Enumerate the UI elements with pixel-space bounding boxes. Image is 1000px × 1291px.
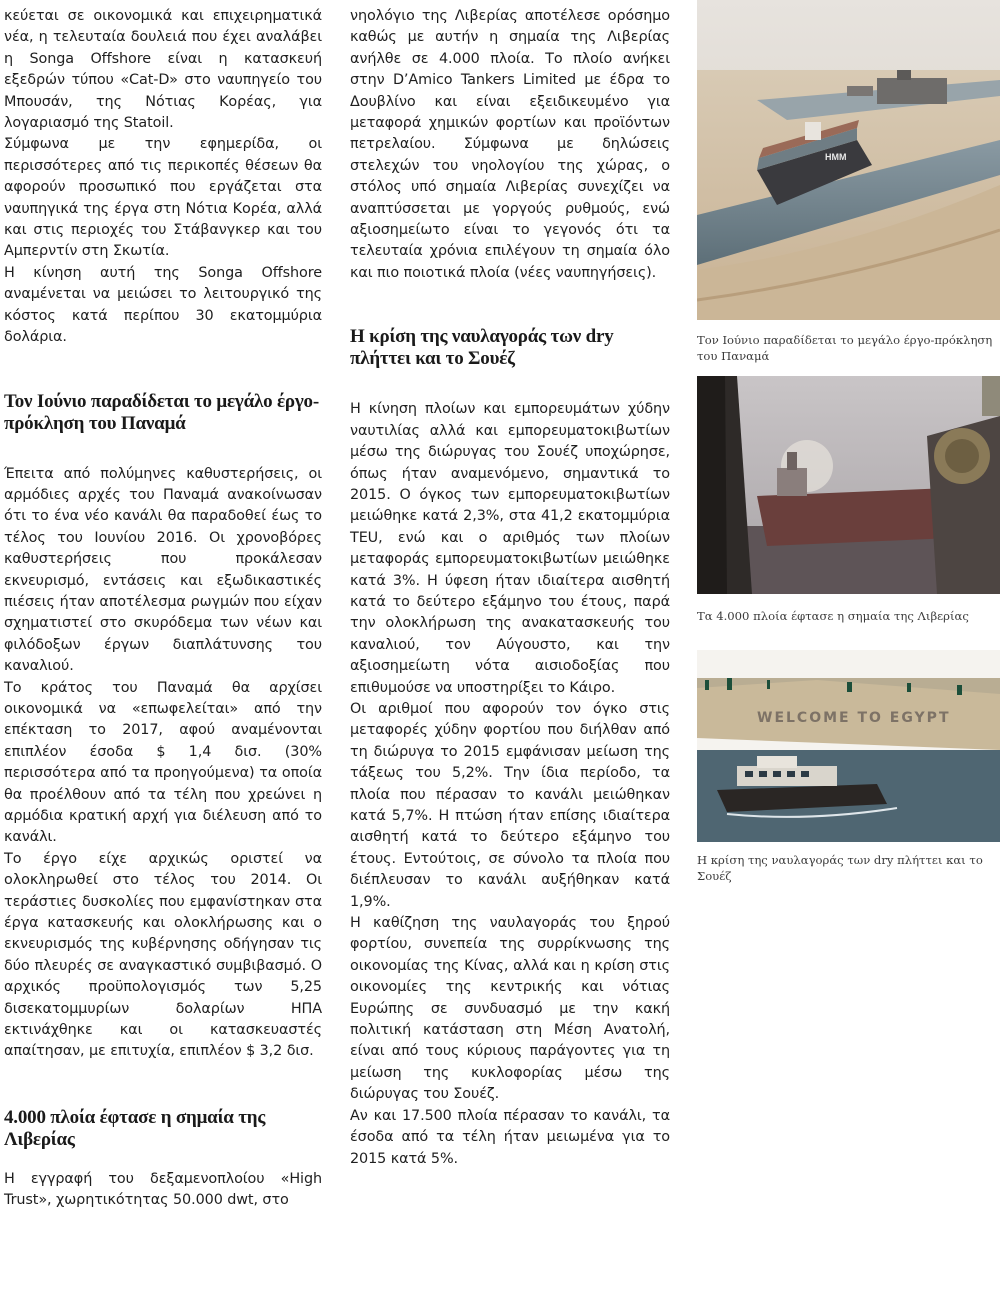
photo-caption-2: Τα 4.000 πλοία έφτασε η σημαία της Λιβερίας (697, 609, 969, 623)
intro-paragraph: κεύεται σε οικονομικά και επιχειρηματικά νέα, η τελευταία δουλειά που έχει αναλάβει η Songa Offshore είναι η κατασκευή εξεδρών τύπου «Cat-D» στο ναυπηγείο του Μπουσάν, της Νότιας Κορέας, για λογαριασμό της Statoil. (4, 8, 322, 132)
photo-column (697, 0, 997, 884)
body-paragraph: Οι αριθμοί που αφορούν τον όγκο στις μεταφορές χύδην φορτίου που διήλθαν από τη διώρυγα το 2015 εμφάνισαν μείωση της τάξεως του 5,2%. Την ίδια περίοδο, τα πλοία που πέρασαν το κανάλι μειώθηκαν κατά 5,7%. Η πτώση ήταν επίσης ιδιαίτερα αισθητή κατά το δεύτερο εξάμηνο του έτους. Εντούτοις, σε σύνολο τα πλοία που διέπλευσαν το κανάλι αυξήθηκαν κατά 1,9%. (350, 700, 670, 910)
article-column-2 (350, 6, 670, 1170)
body-paragraph: Αν και 17.500 πλοία πέρασαν το κανάλι, τα έσοδα από τα τέλη ήταν μειωμένα για το 2015 κατά 5%. (350, 1107, 670, 1167)
container-ship-image (697, 0, 1000, 320)
welcome-sign: WELCOME TO EGYPT (757, 710, 951, 726)
body-paragraph: Η εγγραφή του δεξαμενοπλοίου «High Trust», χωρητικότητας 50.000 dwt, στο (4, 1170, 322, 1209)
photo-caption-1: Τον Ιούνιο παραδίδεται το μεγάλο έργο-πρόκληση του Παναμά (697, 333, 993, 363)
body-paragraph: Η κίνηση αυτή της Songa Offshore αναμένεται να μειώσει το λειτουργικό της κόστος κατά περίπου 30 εκατομμύρια δολάρια. (4, 264, 322, 346)
body-paragraph: Η καθίζηση της ναυλαγοράς του ξηρού φορτίου, συνεπεία της συρρίκνωσης της οικονομίας της Κίνας, αλλά και η κρίση στις οικονομίες της κεντρικής και νότιας Ευρώπης σε συνδυασμό με την κακή πολιτική κατάσταση στη Μέση Ανατολή, είναι από τους κύριους παράγοντες για τη μείωση της κυκλοφορίας μέσω της διώρυγας του Σουέζ. (350, 915, 670, 1103)
photo-caption-3: Η κρίση της ναυλαγοράς των dry πλήττει και το Σουέζ (697, 853, 983, 883)
ship-name-label: HMM (825, 152, 847, 162)
body-paragraph: Η κίνηση πλοίων και εμπορευμάτων χύδην ναυτιλίας αλλά και εμπορευματοκιβωτίων μέσω της διώρυγας του Σουέζ υποχώρησε, όπως ήταν αναμενόμενο, σημαντικά το 2015. Ο όγκος των εμπορευματοκιβωτίων μειώθηκε κατά 2,3%, στα 41,2 εκατομμύρια TEU, ενώ και ο αριθμός των πλοίων μεταφοράς εμπορευματοκιβωτίων μειώθηκε κατά 3%. Η ύφεση ήταν ιδιαίτερα αισθητή κατά το δεύτερο εξάμηνο του έτους, παρά την ολοκλήρωση της ανακατασκευής του καναλιού, τον Αύγουστο, και την αξιοσημείωτη νότα αισιοδοξίας που επιθυμούσε να υποστηρίξει το Κάιρο. (350, 401, 670, 696)
body-paragraph: Το κράτος του Παναμά θα αρχίσει οικονομικά να «επωφελείται» από την επέκταση το 2017, αφού αναμένονται επιπλέον έσοδα $ 1,4 δισ. (30% περισσότερα από τα προηγούμενα) τα οποία θα προέλθουν από τα τέλη που χρεώνει η αρμόδια κρατική αρχή για διέλευση από το κανάλι. (4, 679, 322, 846)
tanker-ship-image (697, 376, 1000, 594)
photo-container-ship (697, 0, 1000, 320)
body-paragraph: νηολόγιο της Λιβερίας αποτέλεσε ορόσημο καθώς με αυτήν η σημαία της Λιβερίας ανήλθε σε 4.000 πλοία. Το πλοίο ανήκει στην D’Amico Tankers Limited με έδρα το Δουβλίνο και είναι εξειδικευμένο για μεταφορά χημικών φορτίων και προϊόντων πετρελαίου. Σύμφωνα με δηλώσεις στελεχών του νηολογίου της χώρας, ο στόλος υπό σημαία Λιβερίας συνεχίζει να αναπτύσσεται με γοργούς ρυθμούς, ενώ αξιοσημείωτο είναι το γεγονός ότι τα τελευταία χρόνια επιλέγουν τη σημαία όλο και πιο ποιοτικά πλοία (νέες ναυπηγήσεις). (350, 8, 670, 281)
photo-boat-egypt (697, 650, 1000, 842)
section-heading-liberia: 4.000 πλοία έφτασε η σημαία της Λιβερίας (4, 1106, 266, 1150)
body-paragraph: Το έργο είχε αρχικώς οριστεί να ολοκληρωθεί στο τέλος του 2014. Οι τεράστιες δυσκολίες που εμφανίστηκαν στα έργα κατασκευής και ολοκλήρωσης και ο εκνευρισμός της κυβέρνησης οδήγησαν τις δύο πλευρές σε αναγκαστικό συμβιβασμό. Ο αρχικός προϋπολογισμός των 5,25 δισεκατομμυρίων δολαρίων ΗΠΑ εκτινάχθηκε και οι κατασκευαστές απαίτησαν, με επιτυχία, επιπλέον $ 3,2 δισ. (4, 850, 322, 1060)
section-heading-suez: Η κρίση της ναυλαγοράς των dry πλήττει και το Σουέζ (350, 326, 614, 370)
photo-tanker (697, 376, 1000, 594)
section-heading-panama: Τον Ιούνιο παραδίδεται το μεγάλο έργο-πρόκληση του Παναμά (4, 390, 319, 434)
body-paragraph: Σύμφωνα με την εφημερίδα, οι περισσότερες από τις περικοπές θέσεων θα αφορούν προσωπικό που εργάζεται στα ναυπηγικά της έργα στη Νότια Κορέα, αλλά και στις περιοχές του Στάβανγκερ και του Αμπερντίν στη Σκωτία. (4, 136, 322, 260)
boat-egypt-image (697, 650, 1000, 842)
article-column-1 (4, 6, 322, 1212)
body-paragraph: Έπειτα από πολύμηνες καθυστερήσεις, οι αρμόδιες αρχές του Παναμά ανακοίνωσαν ότι το ένα νέο κανάλι θα παραδοθεί έως το τέλος του Ιουνίου 2016. Οι χρονοβόρες καθυστερήσεις που προκάλεσαν εκνευρισμό, εντάσεις και εξωδικαστικές πιέσεις ήταν αποτέλεσμα ρωγμών που είχαν σχηματιστεί στο σκυρόδεμα των νέων και φιλόδοξων έργων διαπλάτυνσης του καναλιού. (4, 465, 322, 675)
